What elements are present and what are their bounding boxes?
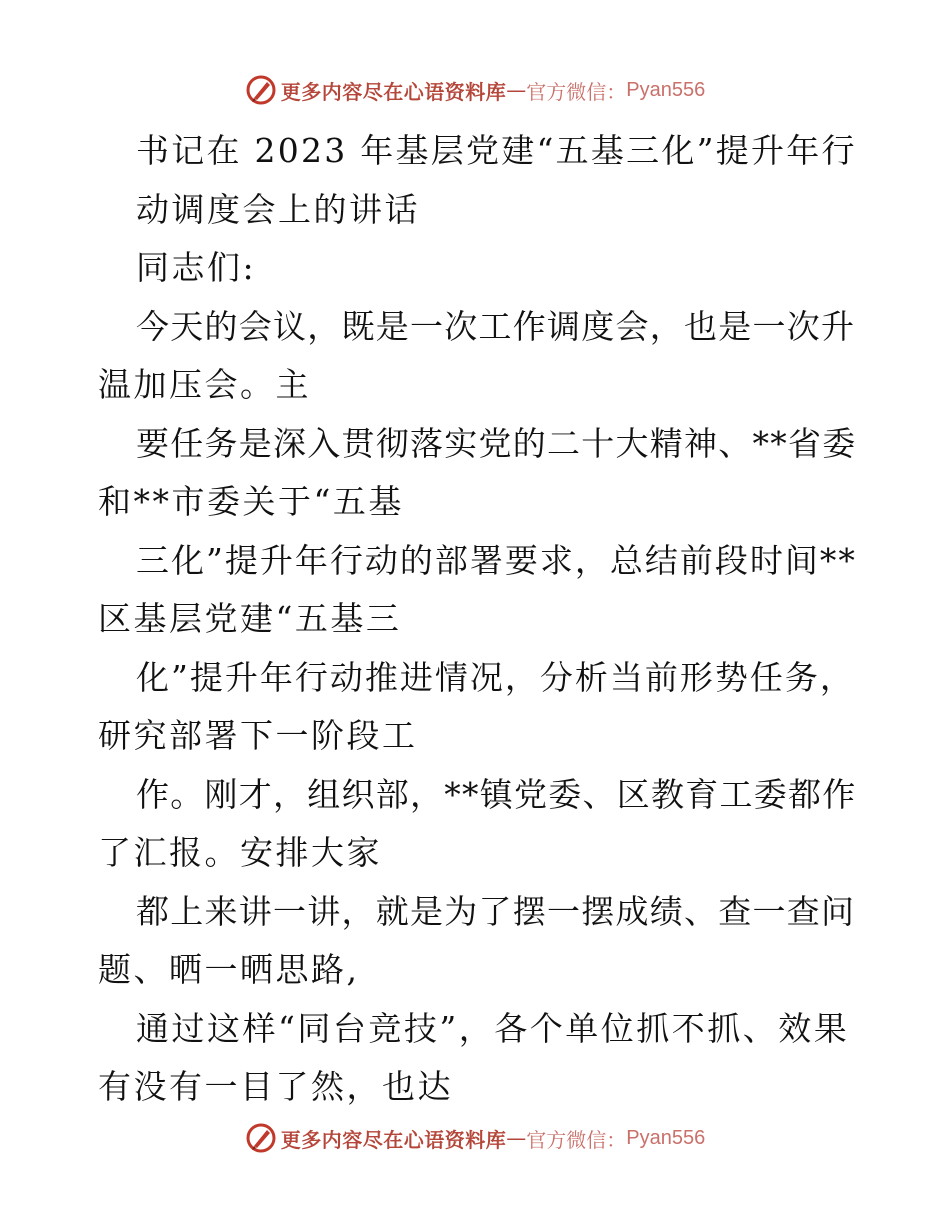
text-line: 化”提升年行动推进情况，分析当前形势任务，: [136, 657, 855, 697]
text-line: 温加压会。主: [98, 365, 311, 404]
text-line: 和**市委关于“五基: [98, 482, 404, 521]
text-line: 区基层党建“五基三: [98, 599, 402, 638]
text-line: 动调度会上的讲话: [136, 189, 420, 229]
document-body: [98, 122, 858, 1117]
watermark-separator: —: [506, 78, 527, 102]
logo-icon: [245, 1122, 277, 1154]
text-line: 都上来讲一讲，就是为了摆一摆成绩、查一查问: [136, 891, 856, 931]
text-line: 作。刚才，组织部，**镇党委、区教育工委都作: [136, 774, 857, 814]
watermark-id: Pyan556: [626, 1126, 706, 1149]
watermark-separator: —: [506, 1126, 527, 1150]
text-line: 研究部署下一阶段工: [98, 716, 418, 755]
text-line: 了汇报。安排大家: [98, 833, 382, 872]
watermark-sub-text: 官方微信：: [526, 1127, 627, 1152]
watermark-id: Pyan556: [626, 78, 706, 101]
text-line: 题、晒一晒思路,: [98, 950, 360, 989]
text-line: 通过这样“同台竞技”，各个单位抓不抓、效果: [136, 1008, 850, 1048]
text-line: 有没有一目了然，也达: [98, 1067, 453, 1106]
text-line: 要任务是深入贯彻落实党的二十大精神、**省委: [136, 423, 857, 463]
header-watermark: [0, 70, 950, 110]
watermark-sub-text: 官方微信：: [526, 79, 627, 104]
text-line: 书记在 2023 年基层党建“五基三化”提升年行: [136, 131, 857, 170]
watermark-main-text: 更多内容尽在心语资料库: [280, 79, 507, 104]
text-line: 三化”提升年行动的部署要求，总结前段时间**: [136, 540, 857, 580]
footer-watermark: [0, 1118, 950, 1158]
text-line: 今天的会议，既是一次工作调度会，也是一次升: [136, 306, 856, 346]
text-line: 同志们:: [136, 248, 257, 287]
logo-icon: [245, 74, 277, 106]
watermark-main-text: 更多内容尽在心语资料库: [280, 1127, 507, 1152]
